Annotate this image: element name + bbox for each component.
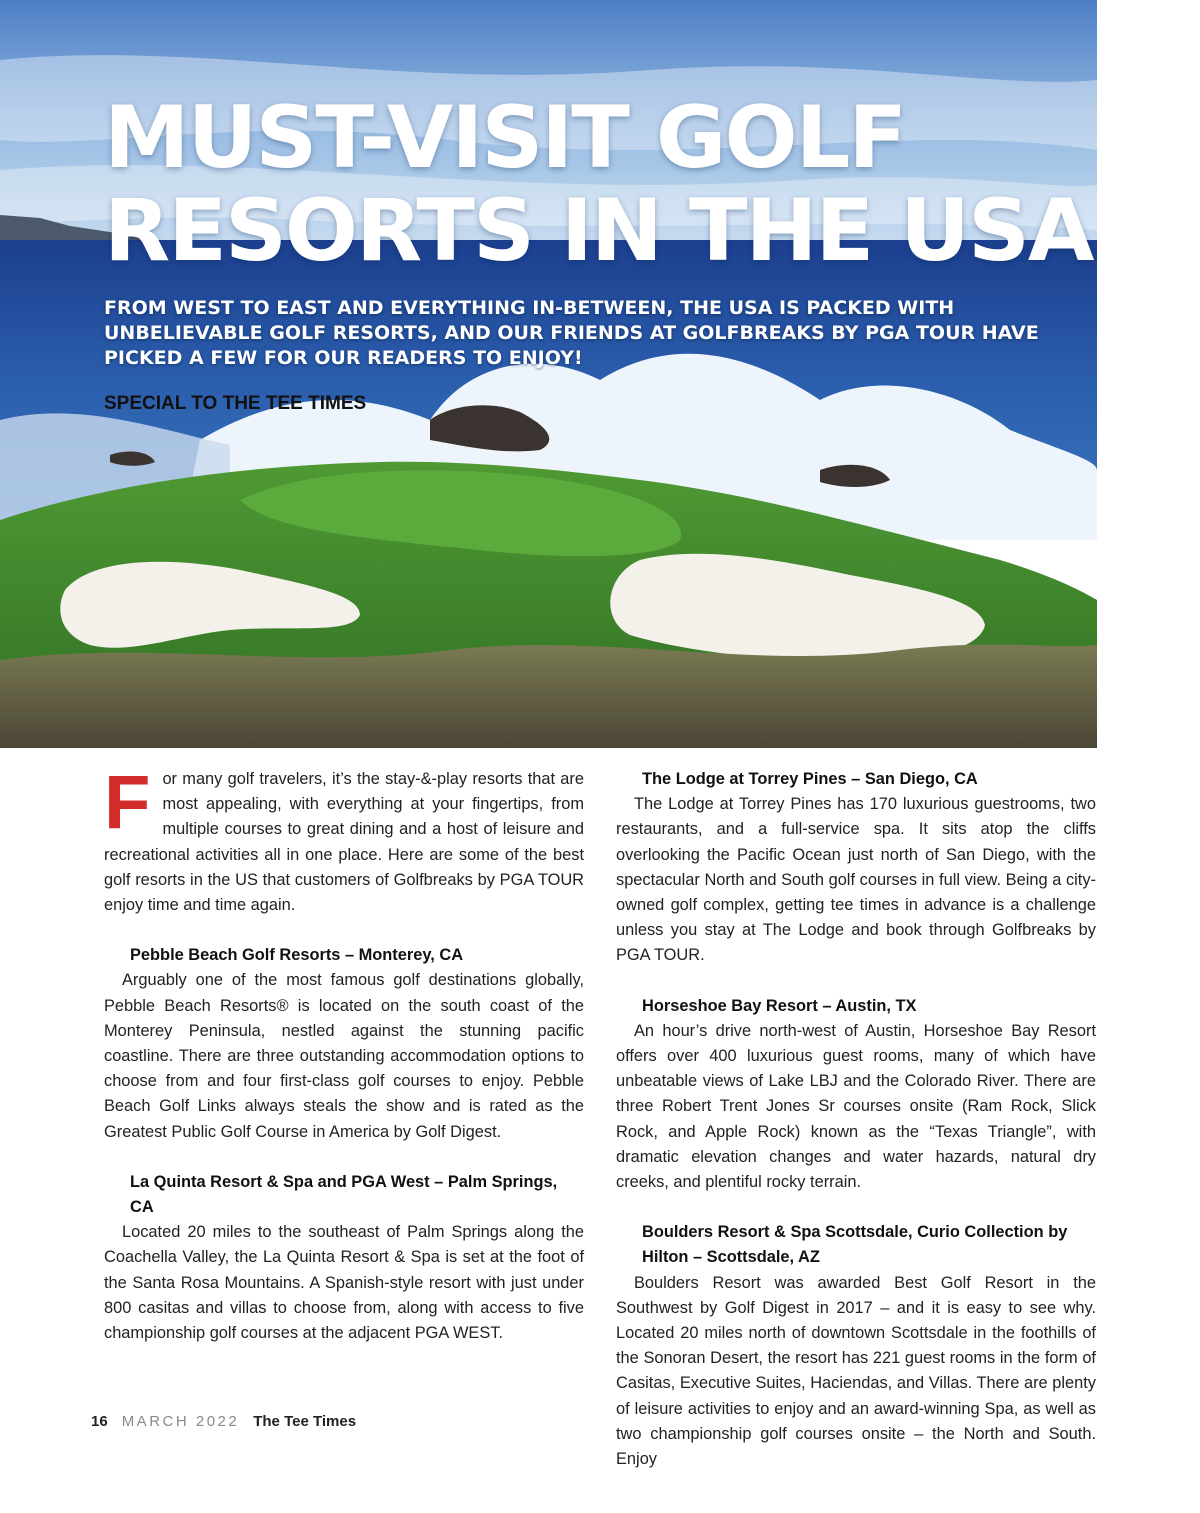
hero-image [0, 0, 1097, 748]
section-heading-boulders: Boulders Resort & Spa Scottsdale, Curio Collection by Hilton – Scottsdale, AZ [642, 1223, 1068, 1267]
article-column-left [104, 760, 584, 1346]
drop-cap: F [104, 760, 151, 845]
section-body-la-quinta: Located 20 miles to the southeast of Palm Springs along the Coachella Valley, the La Quinta Resort & Spa is set at the foot of the Santa Rosa Mountains. A Spanish-style resort with just under 800 casitas and villas to choose from, along with access to five championship golf courses at the adjacent PGA WEST. [104, 1223, 584, 1343]
section-heading-la-quinta: La Quinta Resort & Spa and PGA West – Palm Springs, CA [130, 1172, 558, 1217]
intro-text: or many golf travelers, it’s the stay-&-play resorts that are most appealing, with everything at your fingertips, from multiple courses to great dining and a host of leisure and recreational activities all in one place. Here are some of the best golf resorts in the US that customers of Golfbreaks by PGA TOUR enjoy time and time again. [104, 770, 584, 915]
section-heading-torrey-pines: The Lodge at Torrey Pines – San Diego, CA [642, 770, 978, 788]
section-heading-horseshoe-bay: Horseshoe Bay Resort – Austin, TX [642, 996, 917, 1015]
headline-line-1: MUST-VISIT GOLF [104, 88, 906, 188]
section-body-horseshoe-bay: An hour’s drive north-west of Austin, Horseshoe Bay Resort offers over 400 luxurious guest rooms, many of which have unbeatable views of Lake LBJ and the Colorado River. There are three Robert Trent Jones Sr courses onsite (Ram Rock, Slick Rock, and Apple Rock) known as the “Texas Triangle”, with dramatic elevation changes and water hazards, natural dry creeks, and plentiful rocky terrain. [616, 1021, 1096, 1192]
subheading: FROM WEST TO EAST AND EVERYTHING IN-BETWEEN, THE USA IS PACKED WITH UNBELIEVABLE GOLF RESORTS, AND OUR FRIENDS AT GOLFBREAKS BY PGA TOUR HAVE PICKED A FEW FOR OUR READERS TO ENJOY! [104, 297, 1039, 369]
headline-line-2: RESORTS IN THE USA [104, 181, 1093, 281]
page-number: 16 [91, 1413, 108, 1430]
publication-name: The Tee Times [253, 1413, 357, 1430]
section-heading-pebble-beach: Pebble Beach Golf Resorts – Monterey, CA [130, 946, 464, 965]
section-body-pebble-beach: Arguably one of the most famous golf destinations globally, Pebble Beach Resorts® is located on the south coast of the Monterey Peninsula, nestled against the stunning pacific coastline. There are three outstanding accommodation options to choose from and four first-class golf courses to enjoy. Pebble Beach Golf Links always steals the show and is rated as the Greatest Public Golf Course in America by Golf Digest. [104, 971, 584, 1141]
byline: SPECIAL TO THE TEE TIMES [104, 393, 367, 414]
intro-paragraph [104, 760, 584, 918]
headline [104, 88, 1093, 281]
section-body-boulders: Boulders Resort was awarded Best Golf Resort in the Southwest by Golf Digest in 2017 – and it is easy to see why. Located 20 miles north of downtown Scottsdale in the foothills of the Sonoran Desert, the resort has 221 guest rooms in the form of Casitas, Executive Suites, Haciendas, and Villas. There are plenty of leisure activities to enjoy and an award-winning Spa, as well as two championship golf courses onsite – the North and South. Enjoy [616, 1273, 1096, 1469]
issue-date: MARCH 2022 [121, 1413, 240, 1430]
section-body-torrey-pines: The Lodge at Torrey Pines has 170 luxurious guestrooms, two restaurants, and a full-service spa. It sits atop the cliffs overlooking the Pacific Ocean just north of San Diego, with the spectacular North and South golf courses in full view. Being a city-owned golf complex, getting tee times in advance is a challenge unless you stay at The Lodge and book through Golfbreaks by PGA TOUR. [616, 795, 1096, 965]
article-column-right [616, 767, 1096, 1472]
page-footer [91, 1413, 356, 1430]
